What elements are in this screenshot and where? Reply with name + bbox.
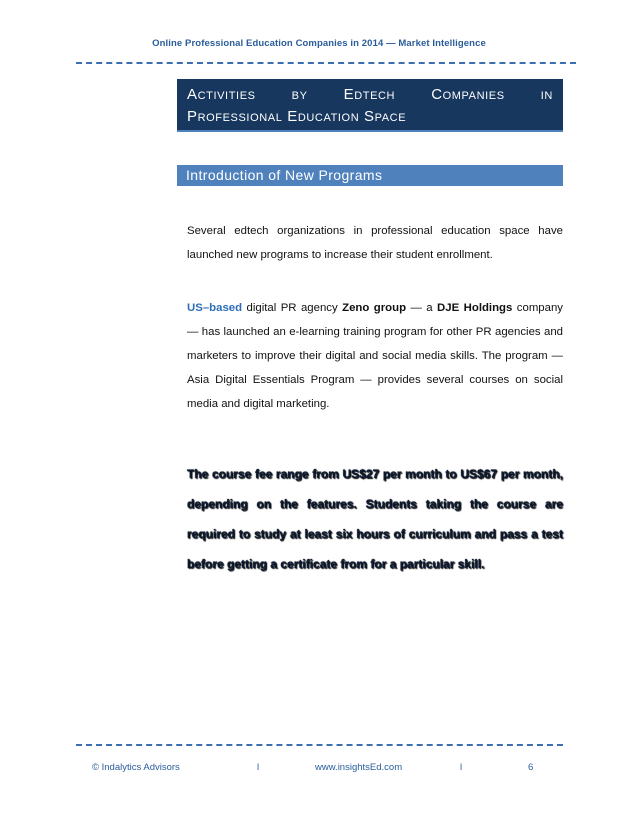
intro-paragraph: Several edtech organizations in professional education space have launched new programs to increase their student enrollment. xyxy=(187,225,563,261)
section-heading-text: Introduction of New Programs xyxy=(186,167,383,183)
footer-divider xyxy=(76,744,563,746)
title-line-2: Professional Education Space xyxy=(187,108,407,125)
title-word: by xyxy=(291,86,308,103)
course-fee-paragraph: The course fee range from US$27 per month to US$67 per month, depending on the features. Students taking the course are required to study at least six hours of curriculum and pass a test before getting a certificate from for a particular skill. xyxy=(187,467,563,571)
running-header: Online Professional Education Companies in 2014 — Market Intelligence xyxy=(152,38,486,49)
zeno-paragraph xyxy=(187,296,563,416)
title-word: in xyxy=(540,86,553,103)
text-run: company — has launched an e-learning training program for other PR agencies and marketers to improve their digital and social media skills. The program — Asia Digital Essentials Program — provides several courses on social media and digital marketing. xyxy=(187,302,564,410)
footer-copyright: © Indalytics Advisors xyxy=(92,762,180,773)
title-underline xyxy=(177,130,563,132)
title-word: Activities xyxy=(187,86,256,103)
text-run: digital PR agency xyxy=(242,302,343,314)
page-footer xyxy=(92,762,542,778)
footer-separator: l xyxy=(257,762,260,773)
footer-url-link[interactable]: www.insightsEd.com xyxy=(315,762,403,773)
location-highlight: US–based xyxy=(187,302,243,314)
header-divider xyxy=(76,62,576,64)
title-line-1 xyxy=(187,86,553,103)
parent-company-name: DJE Holdings xyxy=(437,302,513,314)
title-word: Edtech xyxy=(343,86,396,103)
footer-separator: l xyxy=(460,762,463,773)
title-word: Companies xyxy=(431,86,505,103)
page-title xyxy=(177,79,563,131)
section-heading xyxy=(177,165,563,186)
page-number: 6 xyxy=(528,762,534,773)
text-run: — a xyxy=(406,302,438,314)
company-name: Zeno group xyxy=(342,302,407,314)
